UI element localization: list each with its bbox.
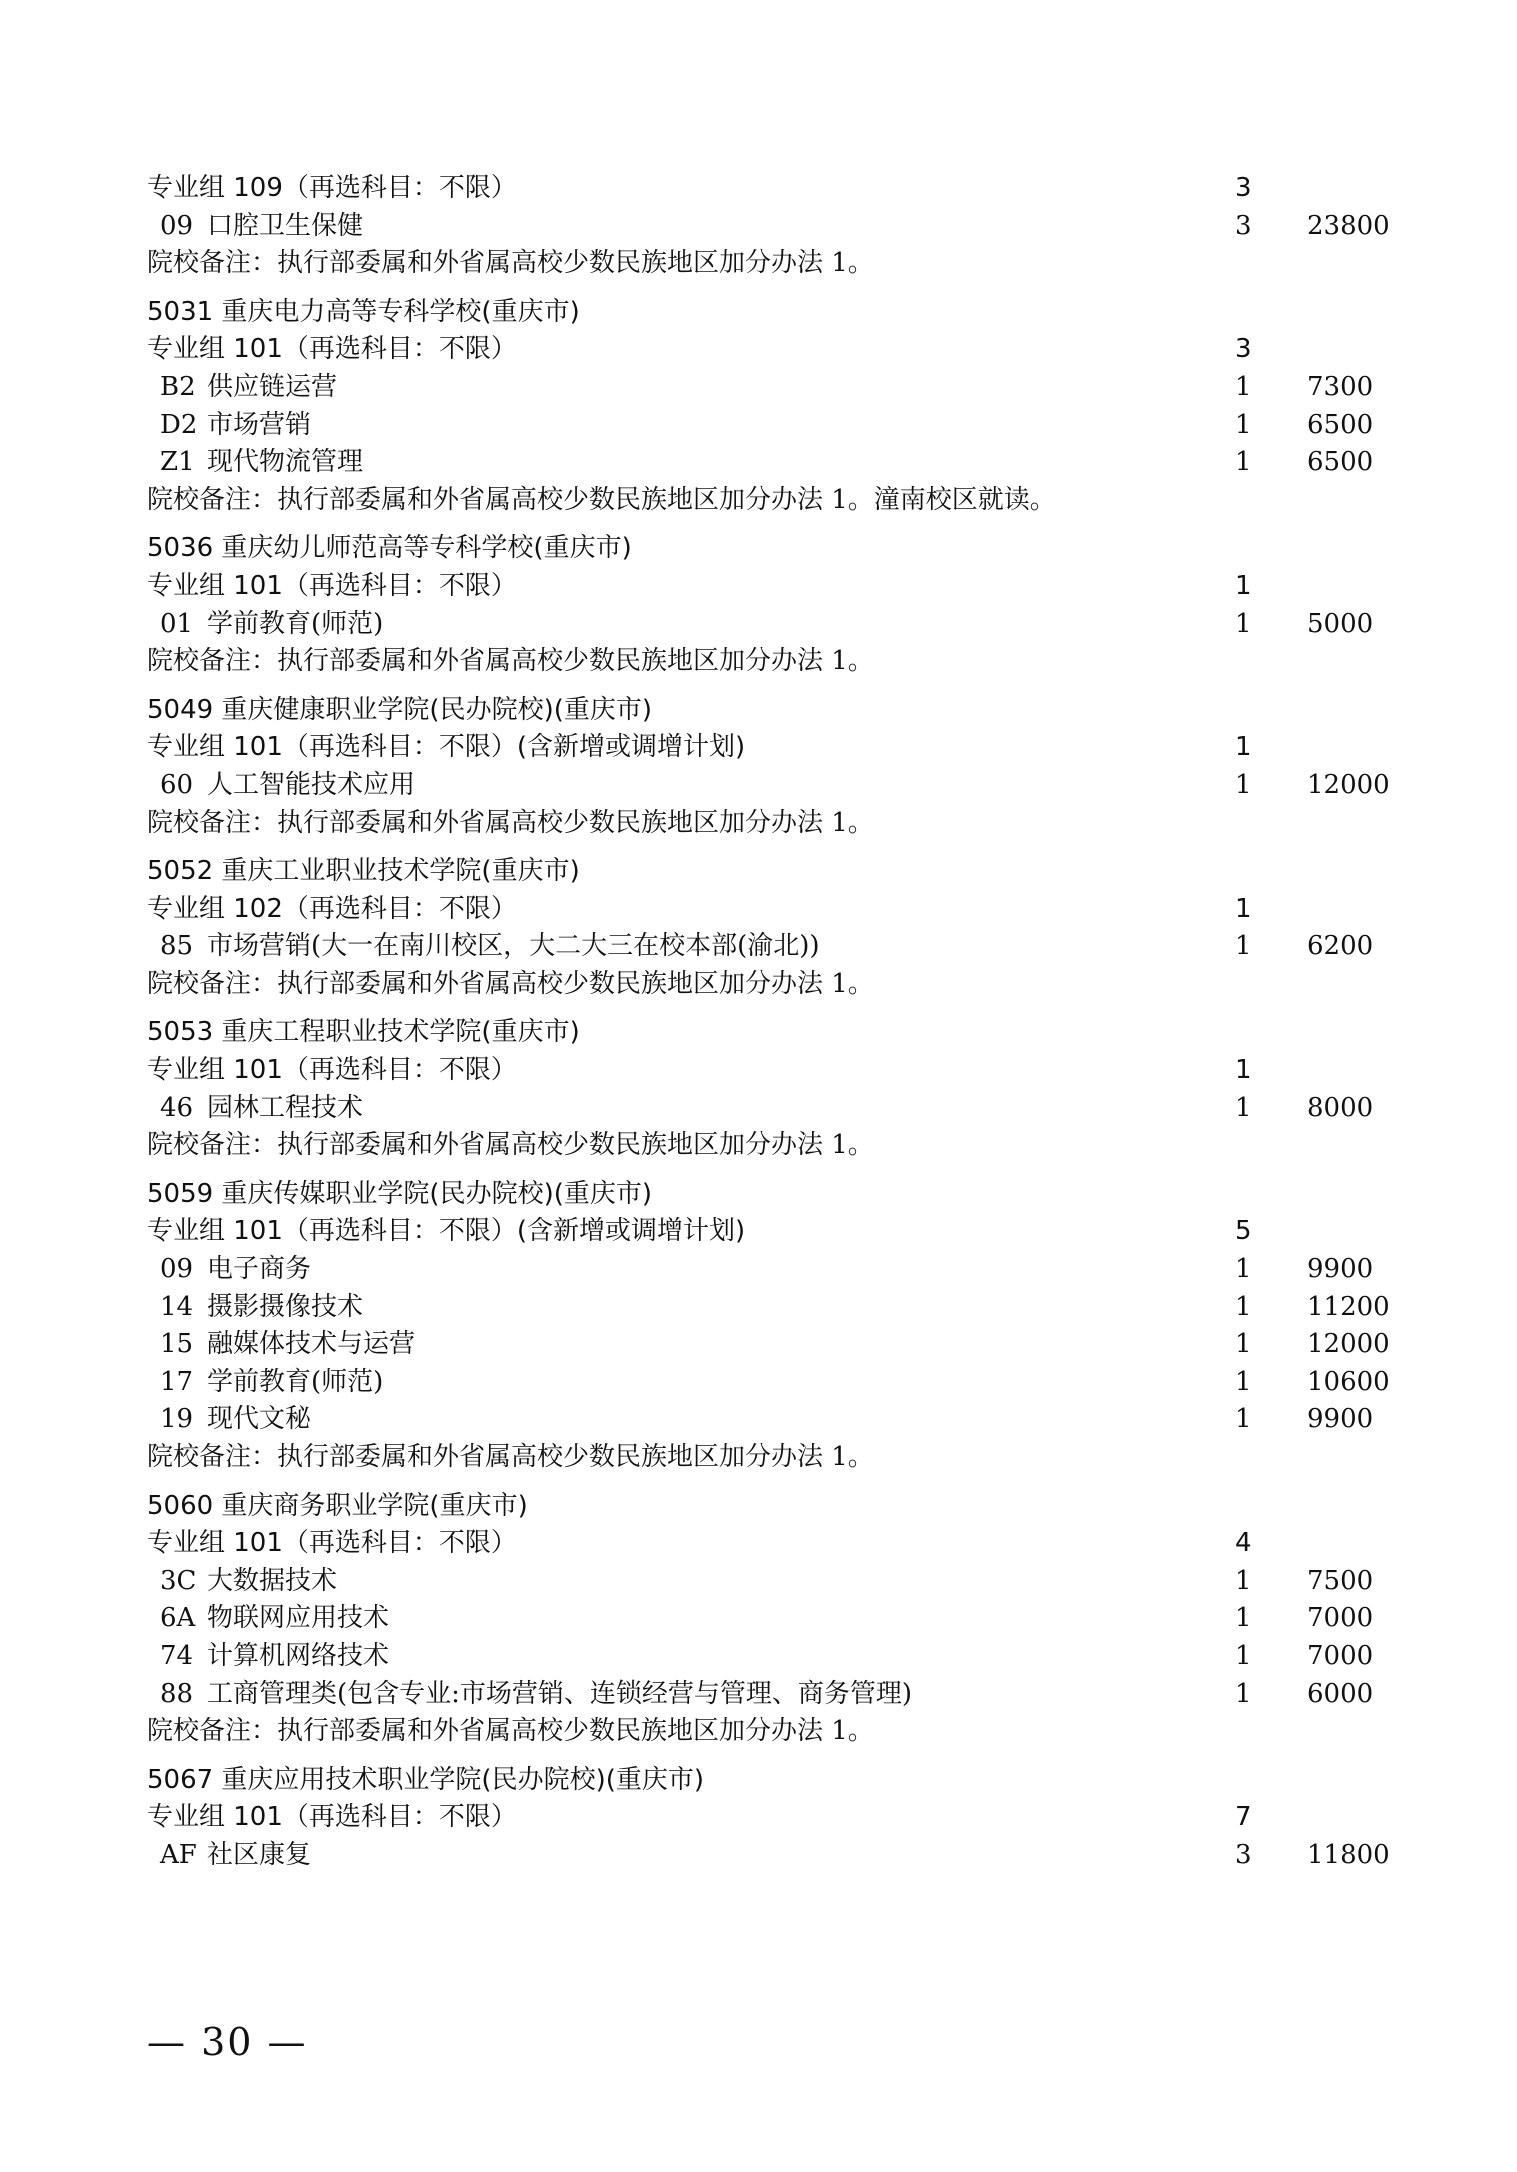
major-tuition: 10600 [1307, 1366, 1390, 1397]
note-text: 院校备注：执行部委属和外省属高校少数民族地区加分办法 1。 [147, 807, 874, 838]
major-plan-count: 1 [1235, 1678, 1252, 1709]
group-title: 专业组 102（再选科目：不限） [147, 893, 517, 924]
school-block [147, 1762, 1390, 1875]
group-title: 专业组 101（再选科目：不限） [147, 1802, 517, 1833]
major-code: 46 [160, 1092, 194, 1123]
school-note [147, 805, 1387, 843]
major-plan-count: 1 [1235, 1291, 1252, 1322]
major-tuition: 7300 [1307, 371, 1374, 402]
school-header [147, 692, 1387, 730]
major-name: 现代物流管理 [207, 447, 364, 478]
group-count: 7 [1235, 1802, 1252, 1833]
note-text: 院校备注：执行部委属和外省属高校少数民族地区加分办法 1。 [147, 968, 874, 999]
group-count: 3 [1235, 334, 1252, 365]
group-count: 1 [1235, 570, 1252, 601]
major-plan-count: 1 [1235, 1565, 1252, 1596]
major-row [147, 1638, 1387, 1676]
major-plan-count: 1 [1235, 1404, 1252, 1435]
major-code: 17 [160, 1366, 194, 1397]
major-tuition: 7000 [1307, 1603, 1374, 1634]
major-plan-count: 3 [1235, 210, 1252, 241]
major-row [147, 208, 1390, 246]
major-name: 物联网应用技术 [207, 1603, 390, 1634]
school-note [147, 1127, 1387, 1165]
major-row [147, 1676, 1387, 1714]
school-header [147, 294, 1387, 332]
major-code: 09 [160, 210, 194, 241]
note-text: 院校备注：执行部委属和外省属高校少数民族地区加分办法 1。潼南校区就读。 [147, 484, 1056, 515]
school-title: 5052 重庆工业职业技术学院(重庆市) [147, 856, 580, 887]
school-note [147, 643, 1387, 681]
school-note [147, 1713, 1387, 1751]
group-row [147, 729, 1387, 767]
major-plan-count: 1 [1235, 1603, 1252, 1634]
major-code: 6A [160, 1603, 196, 1634]
school-note [147, 245, 1387, 283]
major-row [147, 1326, 1390, 1364]
major-tuition: 6500 [1307, 447, 1374, 478]
major-row [147, 1364, 1390, 1402]
major-code: 88 [160, 1678, 194, 1709]
school-title: 5053 重庆工程职业技术学院(重庆市) [147, 1017, 580, 1048]
major-row [147, 767, 1390, 805]
group-count: 5 [1235, 1216, 1252, 1247]
major-code: B2 [160, 371, 196, 402]
major-tuition: 12000 [1307, 769, 1390, 800]
school-block [147, 294, 1387, 520]
school-title: 5049 重庆健康职业学院(民办院校)(重庆市) [147, 694, 653, 725]
major-tuition: 6000 [1307, 1678, 1374, 1709]
major-name: 学前教育(师范) [207, 608, 384, 639]
major-code: 3C [160, 1565, 197, 1596]
major-row [147, 444, 1387, 482]
major-tuition: 6500 [1307, 409, 1374, 440]
major-plan-count: 1 [1235, 447, 1252, 478]
group-row [147, 568, 1387, 606]
major-plan-count: 1 [1235, 1092, 1252, 1123]
group-title: 专业组 101（再选科目：不限） [147, 1055, 517, 1086]
major-name: 工商管理类(包含专业:市场营销、连锁经营与管理、商务管理) [207, 1678, 913, 1709]
major-plan-count: 1 [1235, 1254, 1252, 1285]
school-note [147, 1439, 1387, 1477]
major-code: Z1 [160, 447, 195, 478]
major-tuition: 8000 [1307, 1092, 1374, 1123]
major-row [147, 1090, 1387, 1128]
major-tuition: 6200 [1307, 931, 1374, 962]
major-code: AF [160, 1839, 197, 1870]
group-title: 专业组 109（再选科目：不限） [147, 173, 517, 203]
major-code: D2 [160, 409, 198, 440]
major-row [147, 1600, 1387, 1638]
major-plan-count: 1 [1235, 1640, 1252, 1671]
major-row [147, 369, 1387, 407]
major-row [147, 407, 1387, 445]
group-row [147, 1213, 1387, 1251]
school-list [147, 294, 1390, 1875]
major-name: 口腔卫生保健 [207, 210, 364, 241]
group-row [147, 1799, 1387, 1837]
major-tuition: 11200 [1307, 1291, 1390, 1322]
school-block [147, 1488, 1387, 1751]
major-row [147, 928, 1387, 966]
school-header [147, 1488, 1387, 1526]
school-note [147, 966, 1387, 1004]
group-title: 专业组 101（再选科目：不限） [147, 570, 517, 601]
group-row [147, 170, 1387, 208]
major-row [147, 1563, 1387, 1601]
school-title: 5036 重庆幼儿师范高等专科学校(重庆市) [147, 533, 632, 564]
major-name: 计算机网络技术 [207, 1640, 390, 1671]
major-code: 60 [160, 769, 194, 800]
major-plan-count: 3 [1235, 1839, 1252, 1870]
major-plan-count: 1 [1235, 608, 1252, 639]
school-block [147, 853, 1387, 1003]
major-tuition: 9900 [1307, 1254, 1374, 1285]
major-code: 74 [160, 1640, 194, 1671]
major-row [147, 1401, 1387, 1439]
major-name: 大数据技术 [207, 1565, 338, 1596]
major-tuition: 7500 [1307, 1565, 1374, 1596]
major-name: 市场营销(大一在南川校区，大二大三在校本部(渝北)) [207, 931, 820, 962]
school-title: 5031 重庆电力高等专科学校(重庆市) [147, 296, 580, 327]
school-block [147, 1014, 1387, 1164]
group-row [147, 1052, 1387, 1090]
major-code: 09 [160, 1254, 194, 1285]
major-row [147, 606, 1387, 644]
major-code: 01 [160, 608, 194, 639]
admission-plan-list [147, 170, 1390, 1875]
note-text: 院校备注：执行部委属和外省属高校少数民族地区加分办法 1。 [147, 646, 874, 677]
major-plan-count: 1 [1235, 769, 1252, 800]
group-title: 专业组 101（再选科目：不限） [147, 1528, 517, 1559]
school-header [147, 1176, 1387, 1214]
major-row [147, 1289, 1390, 1327]
school-header [147, 853, 1387, 891]
page-number: — 30 — [147, 2020, 308, 2064]
group-count: 3 [1235, 173, 1252, 203]
group-title: 专业组 101（再选科目：不限）(含新增或调增计划) [147, 732, 746, 763]
school-block [147, 530, 1387, 680]
major-tuition: 7000 [1307, 1640, 1374, 1671]
major-name: 社区康复 [207, 1839, 312, 1870]
major-row [147, 1837, 1390, 1875]
group-title: 专业组 101（再选科目：不限） [147, 334, 517, 365]
major-row [147, 1251, 1387, 1289]
major-name: 市场营销 [207, 409, 312, 440]
major-name: 供应链运营 [207, 371, 338, 402]
major-tuition: 11800 [1307, 1839, 1390, 1870]
major-plan-count: 1 [1235, 1366, 1252, 1397]
major-name: 园林工程技术 [207, 1092, 364, 1123]
note-text: 院校备注：执行部委属和外省属高校少数民族地区加分办法 1。 [147, 1130, 874, 1161]
major-plan-count: 1 [1235, 1329, 1252, 1360]
major-code: 85 [160, 931, 194, 962]
group-row [147, 331, 1387, 369]
major-code: 14 [160, 1291, 194, 1322]
group-count: 1 [1235, 893, 1252, 924]
note-text: 院校备注：执行部委属和外省属高校少数民族地区加分办法 1。 [147, 1442, 874, 1472]
major-name: 融媒体技术与运营 [207, 1329, 416, 1360]
major-plan-count: 1 [1235, 931, 1252, 962]
major-name: 电子商务 [207, 1254, 312, 1285]
major-name: 学前教育(师范) [207, 1366, 384, 1397]
group-row [147, 891, 1387, 929]
group-row [147, 1525, 1387, 1563]
group-count: 1 [1235, 1055, 1252, 1086]
school-header [147, 1014, 1387, 1052]
major-name: 摄影摄像技术 [207, 1291, 364, 1322]
major-code: 15 [160, 1329, 194, 1360]
major-name: 现代文秘 [207, 1404, 312, 1435]
school-header [147, 530, 1387, 568]
note-text: 院校备注：执行部委属和外省属高校少数民族地区加分办法 1。 [147, 1716, 874, 1747]
group-count: 1 [1235, 732, 1252, 763]
major-plan-count: 1 [1235, 409, 1252, 440]
school-block [147, 692, 1390, 842]
major-tuition: 23800 [1307, 210, 1390, 241]
school-block [147, 1176, 1390, 1477]
major-tuition: 9900 [1307, 1404, 1374, 1435]
school-header [147, 1762, 1387, 1800]
school-title: 5059 重庆传媒职业学院(民办院校)(重庆市) [147, 1178, 653, 1209]
school-title: 5067 重庆应用技术职业学院(民办院校)(重庆市) [147, 1764, 705, 1795]
note-text: 院校备注：执行部委属和外省属高校少数民族地区加分办法 1。 [147, 248, 874, 279]
major-tuition: 12000 [1307, 1329, 1390, 1360]
school-note [147, 482, 1387, 520]
major-tuition: 5000 [1307, 608, 1374, 639]
major-plan-count: 1 [1235, 371, 1252, 402]
group-title: 专业组 101（再选科目：不限）(含新增或调增计划) [147, 1216, 746, 1247]
group-count: 4 [1235, 1528, 1252, 1559]
major-code: 19 [160, 1404, 194, 1435]
school-title: 5060 重庆商务职业学院(重庆市) [147, 1490, 528, 1521]
major-name: 人工智能技术应用 [207, 769, 416, 800]
